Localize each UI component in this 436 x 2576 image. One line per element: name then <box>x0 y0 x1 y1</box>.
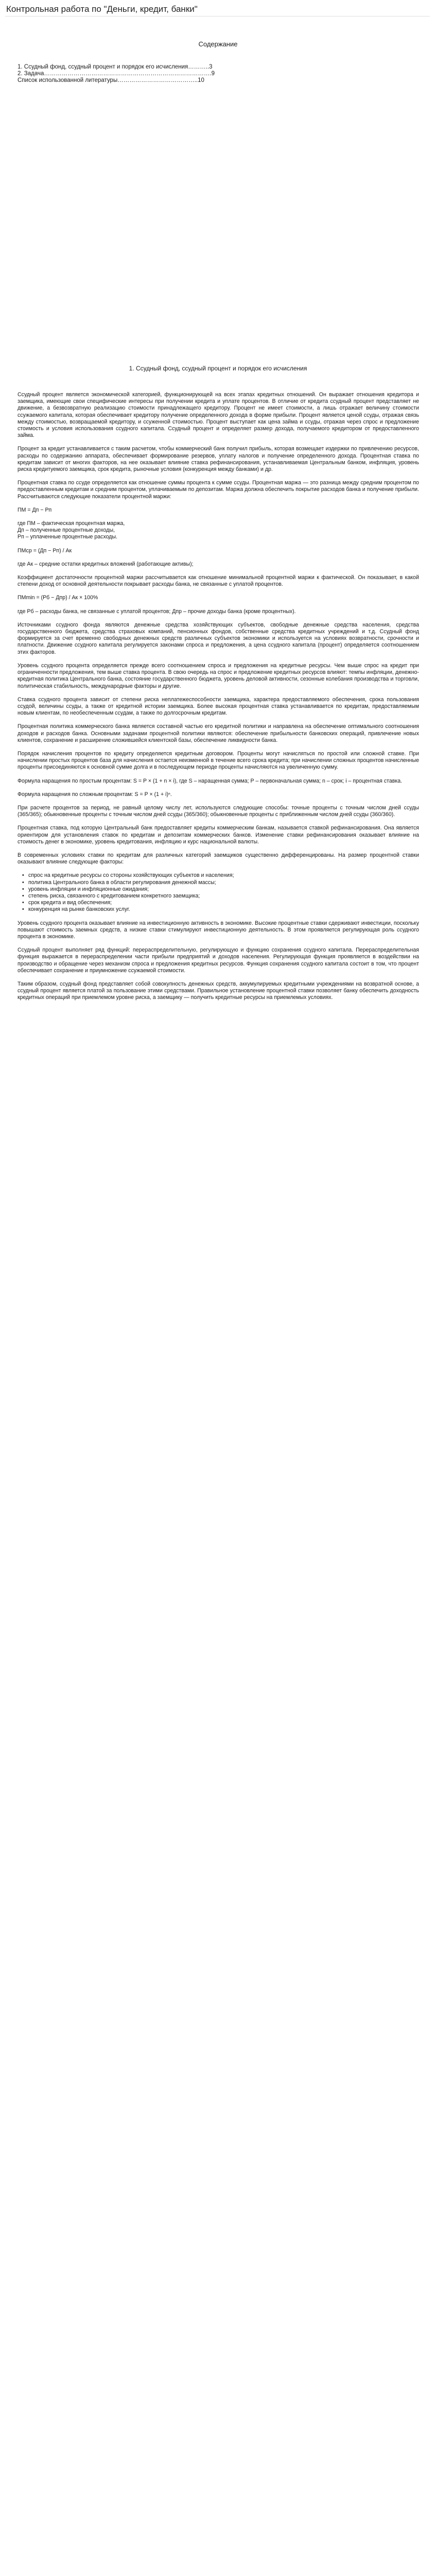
toc-item: 1. Ссудный фонд, ссудный процент и порядок его исчисления………..3 <box>18 64 213 70</box>
formula: ПМср = (Дп − Рп) / Ак <box>18 547 72 554</box>
list-item: • политика Центрального банка в области регулирования денежной массы; <box>24 879 419 886</box>
paragraph: Дп – полученные процентные доходы, <box>18 527 115 534</box>
paragraph: Формула наращения по сложным процентам: S = P × (1 + i)ⁿ. <box>18 791 172 798</box>
paragraph: где Рб – расходы банка, не связанные с уплатой процентов; Дпр – прочие доходы банка (кроме процентных). <box>18 608 296 615</box>
formula: ПМ = Дп − Рп <box>18 506 52 513</box>
paragraph: Процентная ставка по ссуде определяется как отношение суммы процента к сумме ссуды. Процентная маржа — это разница между средним процентом по предоставленным кредитам и средним процентом, уплачиваемым по депозитам. Маржа должна обеспечить покрытие расходов банка и получение прибыли. Рассчитываются следующие показатели процентной маржи: <box>18 480 419 500</box>
section-heading: 1. Ссудный фонд, ссудный процент и порядок его исчисления <box>129 365 307 372</box>
paragraph: Порядок начисления процентов по кредиту определяется кредитным договором. Проценты могут начисляться по простой или сложной ставке. При начислении простых процентов база для начисления остается неизменной в течение всего срока кредита; при начислении сложных процентов начисленные проценты присоединяются к основной сумме долга и в последующем периоде проценты начисляются на увеличенную сумму. <box>18 750 419 771</box>
bullet-list <box>18 872 419 913</box>
paragraph: Ссудный процент выполняет ряд функций: перераспределительную, регулирующую и функцию сохранения ссудного капитала. Перераспределительная функция выражается в перераспределении части прибыли предприятий и доходов населения. Регулирующая функция проявляется в воздействии на производство и обращение через механизм спроса и предложения кредитных ресурсов. Функция сохранения ссудного капитала состоит в том, что процент обеспечивает сохранение и приумножение ссужаемой стоимости. <box>18 947 419 974</box>
paragraph: Процентная ставка, под которую Центральный банк предоставляет кредиты коммерческим банкам, называется ставкой рефинансирования. Она является ориентиром для установления ставок по кредитам и депозитам коммерческих банков. Изменение ставки рефинансирования оказывает влияние на стоимость денег в экономике, уровень кредитования, инфляцию и курс национальной валюты. <box>18 825 419 845</box>
paragraph: Ссудный процент является экономической категорией, функционирующей на всех этапах кредитных отношений. Он выражает отношения кредитора и заемщика, имеющие свои специфические интересы при получении кредита и уплате процентов. В отличие от кредита ссудный процент представляет не движение, а безвозвратную реализацию стоимости принадлежащего кредитору. Процент не имеет стоимости, а лишь отражает величину стоимости ссужаемого капитала, которая обеспечивает кредитору получение определенного дохода в форме прибыли. Процент является ценой ссуды, отражая связь между стоимостью, возвращаемой кредитору, и ссуженной стоимостью. Процент выступает как цена займа и ссуды, отражая через спрос и предложение стоимость и условия использования ссудного капитала. Ссудный процент и определяет размер дохода, получаемого кредитором от предоставленного займа. <box>18 392 419 439</box>
paragraph: В современных условиях ставки по кредитам для различных категорий заемщиков существенно дифференцированы. На размер процентной ставки оказывают влияние следующие факторы: <box>18 852 419 866</box>
list-item: • срок кредита и вид обеспечения; <box>24 900 419 906</box>
table-of-contents <box>18 64 215 84</box>
paragraph: Источниками ссудного фонда являются денежные средства хозяйствующих субъектов, свободные денежные средства населения, средства государственного бюджета, средства страховых компаний, пенсионных фондов, собственные средства кредитных учреждений и т.д. Ссудный фонд формируется за счет временно свободных денежных средств различных субъектов экономики и используется на условиях возвратности, срочности и платности. Движение ссудного капитала регулируется законами спроса и предложения, а цена ссудного капитала (процент) определяется соотношением этих факторов. <box>18 621 419 655</box>
paragraph: Формула наращения по простым процентам: S = P × (1 + n × i), где S – наращенная сумма; P – первоначальная сумма; n – срок; i – процентная ставка. <box>18 777 403 784</box>
paragraph: Рп – уплаченные процентные расходы. <box>18 534 118 540</box>
toc-item: Список использованной литературы…………………………………..10 <box>18 77 204 83</box>
paragraph: Коэффициент достаточности процентной маржи рассчитывается как отношение минимальной процентной маржи к фактической. Он показывает, в какой степени доход от основной деятельности покрывает расходы банка, не связанные с уплатой процентов. <box>18 574 419 588</box>
list-item: • уровень инфляции и инфляционные ожидания; <box>24 886 419 893</box>
paragraph: Уровень ссудного процента оказывает влияние на инвестиционную активность в экономике. Высокие процентные ставки сдерживают инвестиции, поскольку повышают стоимость заемных средств, а низкие ставки стимулируют инвестиционную деятельность. В этом проявляется регулирующая роль ссудного процента в экономике. <box>18 920 419 940</box>
list-item: • степень риска, связанного с кредитованием конкретного заемщика; <box>24 893 419 900</box>
section-body <box>18 392 419 1008</box>
paragraph: Уровень ссудного процента определяется прежде всего соотношением спроса и предложения на кредитные ресурсы. Чем выше спрос на кредит при ограниченности предложения, тем выше ставка процента. В свою очередь на спрос и предложение кредитных ресурсов влияют: темпы инфляции, денежно-кредитная политика Центрального банка, состояние государственного бюджета, уровень деловой активности, сезонные колебания производства и торговли, политическая стабильность, международные факторы и другие. <box>18 662 419 689</box>
paragraph: Таким образом, ссудный фонд представляет собой совокупность денежных средств, аккумулируемых кредитными учреждениями на возвратной основе, а ссудный процент является платой за пользование этими средствами. Правильное установление процентной ставки позволяет банку обеспечить доходность кредитных операций при приемлемом уровне риска, а заемщику — получить кредитные ресурсы на приемлемых условиях. <box>18 981 419 1001</box>
list-item: • спрос на кредитные ресурсы со стороны хозяйствующих субъектов и населения; <box>24 872 419 879</box>
paragraph: Процентная политика коммерческого банка является составной частью его кредитной политики и направлена на обеспечение оптимального соотношения доходов и расходов банка. Основными задачами процентной политики являются: обеспечение прибыльности банковских операций, привлечение новых клиентов, сохранение и расширение сложившейся клиентской базы, обеспечение ликвидности банка. <box>18 723 419 743</box>
paragraph: Ставка ссудного процента зависит от степени риска неплатежеспособности заемщика, характера предоставляемого обеспечения, срока пользования ссудой, величины ссуды, а также от кредитной истории заемщика. Более высокая процентная ставка устанавливается по кредитам, предоставляемым новым клиентам, по необеспеченным ссудам, а также по долгосрочным кредитам. <box>18 696 419 717</box>
list-item: • конкуренция на рынке банковских услуг. <box>24 906 419 913</box>
paragraph: При расчете процентов за период, не равный целому числу лет, используются следующие способы: точные проценты с точным числом дней ссуды (365/365); обыкновенные проценты с точным числом дней ссуды (365/360); обыкновенные проценты с приближенным числом дней ссуды (360/360). <box>18 804 419 818</box>
document-title: Контрольная работа по "Деньги, кредит, банки" <box>6 4 198 14</box>
paragraph: где ПМ – фактическая процентная маржа, <box>18 520 125 527</box>
paragraph: где Ак – средние остатки кредитных вложений (работающие активы); <box>18 561 194 567</box>
toc-heading: Содержание <box>198 40 238 48</box>
paragraph: Процент за кредит устанавливается с таким расчетом, чтобы коммерческий банк получил прибыль, которая возмещает издержки по привлечению ресурсов, расходы по содержанию аппарата, обеспечивает формирование резервов, уплату налогов и получение определенного дохода. Процентная ставка по кредитам зависит от многих факторов, на нее оказывает влияние ставка рефинансирования, устанавливаемая Центральным банком, инфляция, уровень риска кредитуемого заемщика, срок кредита, рыночные условия (конкуренция между банками) и др. <box>18 446 419 473</box>
formula: ПМmin = (Рб − Дпр) / Ак × 100% <box>18 595 98 601</box>
toc-item: 2. Задача………………………………………………………………………….9 <box>18 71 215 77</box>
